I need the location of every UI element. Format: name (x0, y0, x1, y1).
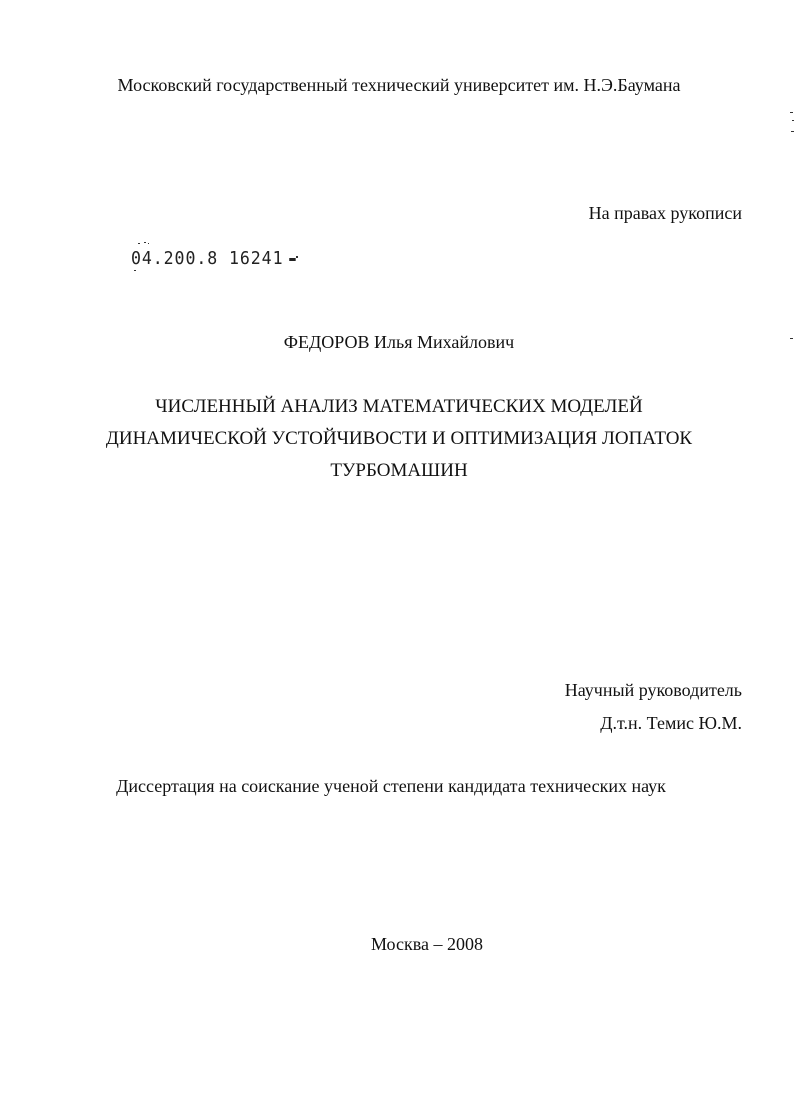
supervisor-name: Д.т.н. Темис Ю.М. (600, 713, 742, 733)
title-line-1: ЧИСЛЕННЫЙ АНАЛИЗ МАТЕМАТИЧЕСКИХ МОДЕЛЕЙ (155, 396, 643, 417)
manuscript-note: На правах рукописи (588, 203, 742, 223)
scan-speck (792, 120, 794, 121)
scan-speck (148, 243, 149, 244)
scan-speck (144, 242, 146, 243)
stamp-dash-mark (289, 258, 295, 261)
scan-speck (296, 256, 298, 258)
degree-statement: Диссертация на соискание ученой степени кандидата технических наук (116, 776, 666, 796)
dissertation-title (0, 391, 798, 487)
supervisor-label: Научный руководитель (564, 680, 742, 700)
place-and-year: Москва – 2008 (371, 934, 483, 954)
archive-stamp-number: 04.200.8 16241 (131, 248, 284, 269)
title-line-2: ДИНАМИЧЕСКОЙ УСТОЙЧИВОСТИ И ОПТИМИЗАЦИЯ ЛОПАТОК (105, 428, 693, 449)
author-name: ФЕДОРОВ Илья Михайлович (283, 332, 515, 352)
scan-speck (134, 270, 136, 271)
archive-stamp (131, 248, 295, 269)
scan-speck (790, 112, 793, 113)
scan-speck (791, 131, 794, 132)
title-line-3: ТУРБОМАШИН (330, 460, 468, 481)
scan-speck (138, 243, 140, 244)
university-name: Московский государственный технический университет им. Н.Э.Баумана (117, 75, 681, 95)
